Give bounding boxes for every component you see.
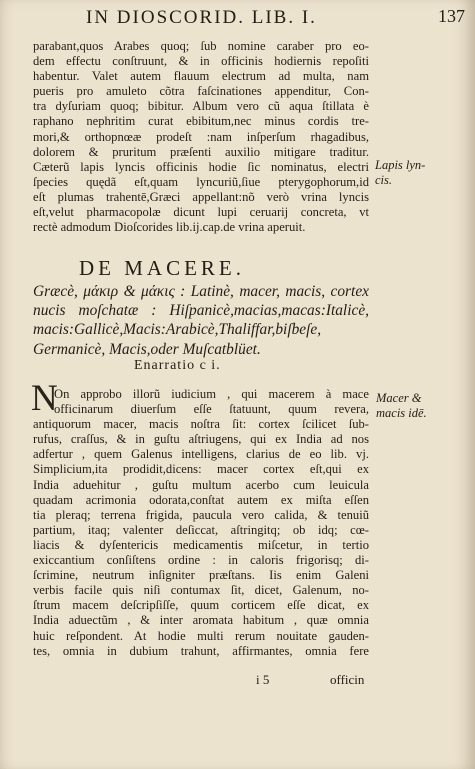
text-line: quadam acrimonia odorata,conſtat autem ex miſta eſſen bbox=[33, 492, 369, 507]
page-number: 137 bbox=[438, 6, 465, 26]
synonyms-line: Germanicè, Macis,oder Muſcatblüet. bbox=[33, 340, 261, 358]
text-line: adfertur , quem Galenus intelligens, clarius de eo lib. vj. bbox=[33, 447, 369, 462]
text-line: liacis & dyſentericis medicamentis miſcetur, in tertio bbox=[33, 537, 369, 552]
paragraph-enarratio bbox=[33, 387, 369, 659]
catchword: officin bbox=[330, 672, 365, 687]
text-line: ſtrum macem deſcripſiſſe, quum corticem eſſe dicat, ex bbox=[33, 598, 369, 613]
text-line: tes, omnia in dubium trahunt, affirmantes, omnia fere bbox=[33, 643, 369, 658]
text-line: habentur. Valet autem flauum electrum ad multa, nam bbox=[33, 69, 369, 84]
text-line: partium, itaq; valenter deſiccat, aſtringitq; ob idq; cœ- bbox=[33, 522, 369, 537]
text-line: Simplicium,ita prodidit,dicens: macer cortex eſt,qui ex bbox=[33, 462, 369, 477]
text-line: Cæterũ lapis lyncis officinis hodie ſic nominatus, electri bbox=[33, 159, 369, 174]
text-line: mori,& orthopnœæ prodeſt :nam inſperſum rhagadibus, bbox=[33, 129, 369, 144]
margin-note-line: macis idē. bbox=[376, 406, 427, 420]
margin-note-lapis-lyncis bbox=[375, 158, 425, 188]
margin-note-line: cis. bbox=[375, 173, 393, 187]
synonyms-line: nucis moſchatæ : Hiſpanicè,macias,macas:Italicè, bbox=[33, 302, 369, 320]
synonyms-line: Græcè, μάκιρ & μάκις : Latinè, macer, macis, cortex bbox=[33, 283, 369, 300]
margin-note-line: Macer & bbox=[376, 391, 422, 405]
drop-cap: N bbox=[31, 378, 58, 419]
text-line: dolorem & pruritum præſenti auxilio mitigare traditur. bbox=[33, 144, 369, 159]
text-line: On approbo illorũ iudicium , qui macerem à mace bbox=[54, 387, 369, 401]
section-title: DE MACERE. bbox=[79, 256, 245, 280]
text-line: rufus, craſſus, & in guſtu aſtriugens, qui ex India ad nos bbox=[33, 432, 369, 447]
text-line: raphano nephritim curat ebibitum,nec minus cordis tre- bbox=[33, 114, 369, 129]
text-line: rectè admodum Dioſcorides lib.ij.cap.de vrina aperuit. bbox=[33, 220, 306, 235]
text-line: antiquorum macer, macis noſtra ſit: cortex ſcilicet ſub- bbox=[33, 417, 369, 432]
text-line: parabant,quos Arabes quoq; ſub nomine caraber pro eo- bbox=[33, 39, 369, 53]
text-line: officinarum diuerſum eſſe ſtatuunt, quum revera, bbox=[54, 402, 369, 417]
text-line: exiccantium conſiſtens ordine : in caloris frigorisq; di- bbox=[33, 553, 369, 568]
text-line: ſpecies quędã eſt,quam lyncuriũ,ſiue pterygophorum,id bbox=[33, 174, 369, 189]
paragraph-lapis-lyncis bbox=[33, 39, 369, 235]
synonyms-line: macis:Gallicè,Macis:Arabicè,Thaliffar,biſbeſe, bbox=[33, 321, 322, 339]
synonyms-block bbox=[33, 282, 369, 359]
text-line: eſt,velut pharmacopolæ dicunt lupi ceruarij concreta, vt bbox=[33, 205, 369, 220]
text-line: ſcrimine, neutrum inſigniter præſtans. Iis enim Galeni bbox=[33, 568, 369, 583]
margin-note-macer bbox=[376, 391, 427, 421]
text-line: tia pleraq; terrena frigida, paucula vero calida, & tenuiũ bbox=[33, 507, 369, 522]
signature-mark: i 5 bbox=[256, 672, 270, 687]
enarratio-heading: Enarratio c i. bbox=[134, 358, 221, 373]
margin-note-line: Lapis lyn- bbox=[375, 158, 426, 172]
text-line: India aduehitur , guſtu multum acerbo cum leuicula bbox=[33, 477, 369, 492]
text-line: India aduectũm , & inter aromata habitum , quæ omnia bbox=[33, 613, 369, 628]
text-line: tra dyſuriam quoq; bibitur. Album vero cũ aqua ſtillata è bbox=[33, 99, 369, 114]
running-head: IN DIOSCORID. LIB. I. bbox=[86, 7, 317, 28]
text-line: huic reſpondent. At hodie multi rerum nouitate gauden- bbox=[33, 628, 369, 643]
text-line: verbis facile quis niſi contumax ſit, dicet, Galenum, no- bbox=[33, 583, 369, 598]
text-line: pueris pro amuleto cõtra faſcinationes appenditur, Con- bbox=[33, 84, 369, 99]
text-line: dem effectu conſtruunt, & in officinis hodiernis repoſiti bbox=[33, 54, 369, 69]
text-line: eſt plumas trahentē,Græci appellant:nõ verò vrina lyncis bbox=[33, 189, 369, 204]
